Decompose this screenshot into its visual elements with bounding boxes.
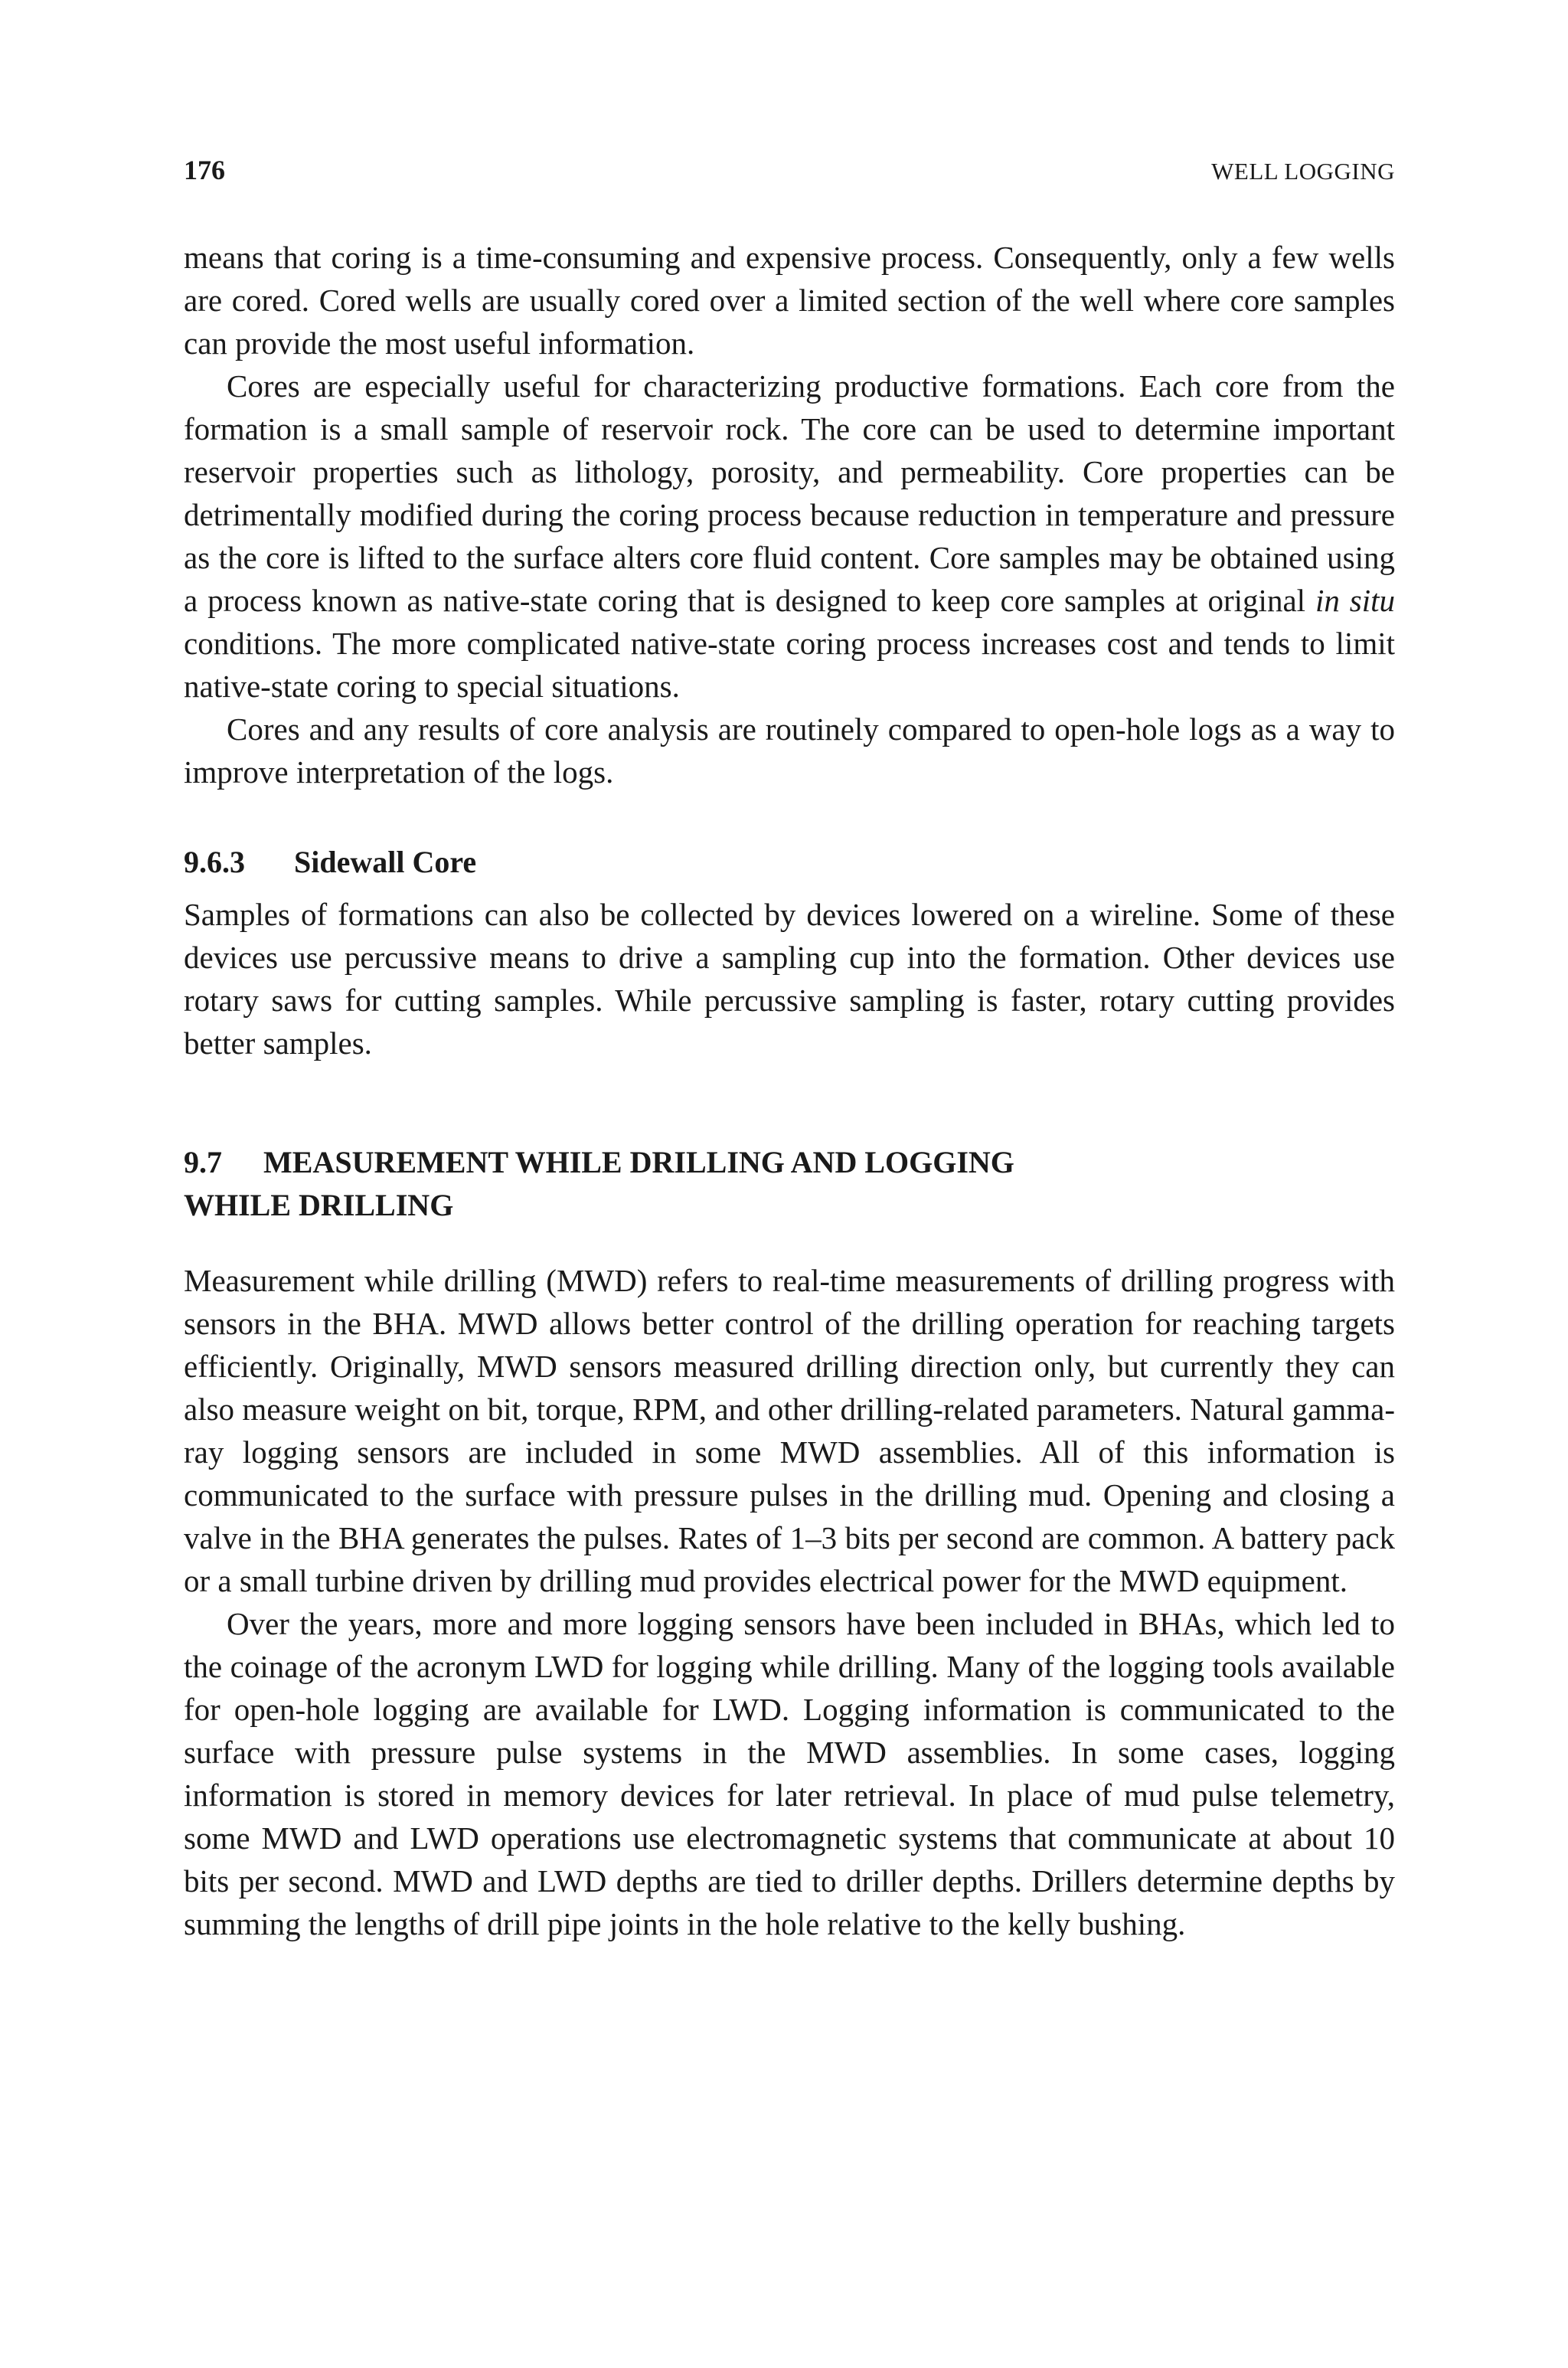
paragraph-continued: means that coring is a time-consuming and expensive process. Consequently, only a few wells are cored. Cored wells are usually cored over a limited section of the well where core samples can provide the most useful information. — [184, 240, 1395, 361]
running-title: WELL LOGGING — [1211, 158, 1395, 185]
section-heading-9-7 — [184, 1141, 1395, 1227]
italic-in-situ: in situ — [1315, 583, 1395, 618]
section-title-line1: MEASUREMENT WHILE DRILLING AND LOGGING — [263, 1145, 1014, 1179]
section-number: 9.7 — [184, 1145, 222, 1179]
paragraph-cores-tail: conditions. The more complicated native-state coring process increases cost and tends to limit native-state coring to special situations. — [184, 626, 1395, 704]
page-number: 176 — [184, 155, 225, 185]
paragraph-cores-text: Cores are especially useful for characterizing productive formations. Each core from the formation is a small sample of reservoir rock. The core can be used to determine important reservoir properties such as lithology, porosity, and permeability. Core properties can be detrimentally modified during the coring process because reduction in temperature and pressure as the core is lifted to the surface alters core fluid content. Core samples may be obtained using a process known as native-state coring that is designed to keep core samples at original — [184, 368, 1395, 618]
section-title: Sidewall Core — [294, 845, 477, 879]
paragraph-mwd: Measurement while drilling (MWD) refers to real-time measurements of drilling progress with sensors in the BHA. MWD allows better control of the drilling operation for reaching targets efficiently. Originally, MWD sensors measured drilling direction only, but currently they can also measure weight on bit, torque, RPM, and other drilling-related parameters. Natural gamma-ray logging sensors are included in some MWD assemblies. All of this information is communicated to the surface with pressure pulses in the drilling mud. Opening and closing a valve in the BHA generates the pulses. Rates of 1–3 bits per second are common. A battery pack or a small turbine driven by drilling mud provides electrical power for the MWD equipment. — [184, 1263, 1395, 1598]
section-heading-9-6-3 — [184, 841, 1395, 884]
paragraph-lwd: Over the years, more and more logging sensors have been included in BHAs, which led to the coinage of the acronym LWD for logging while drilling. Many of the logging tools available for open-hole logging are available for LWD. Logging information is communicated to the surface with pressure pulse systems in the MWD assemblies. In some cases, logging information is stored in memory devices for later retrieval. In place of mud pulse telemetry, some MWD and LWD operations use electromagnetic systems that communicate at about 10 bits per second. MWD and LWD depths are tied to driller depths. Drillers determine depths by summing the lengths of drill pipe joints in the hole relative to the kelly bushing. — [184, 1606, 1395, 1941]
book-page — [184, 153, 1395, 1945]
paragraph-sidewall-core: Samples of formations can also be collected by devices lowered on a wireline. Some of these devices use percussive means to drive a sampling cup into the formation. Other devices use rotary saws for cutting samples. While percussive sampling is faster, rotary cutting provides better samples. — [184, 897, 1395, 1061]
paragraph-cores — [184, 365, 1395, 708]
section-title-line2: WHILE DRILLING — [184, 1188, 454, 1222]
running-head — [184, 153, 1395, 196]
paragraph-core-analysis: Cores and any results of core analysis are routinely compared to open-hole logs as a way to improve interpretation of the logs. — [184, 711, 1395, 790]
section-number: 9.6.3 — [184, 845, 245, 879]
